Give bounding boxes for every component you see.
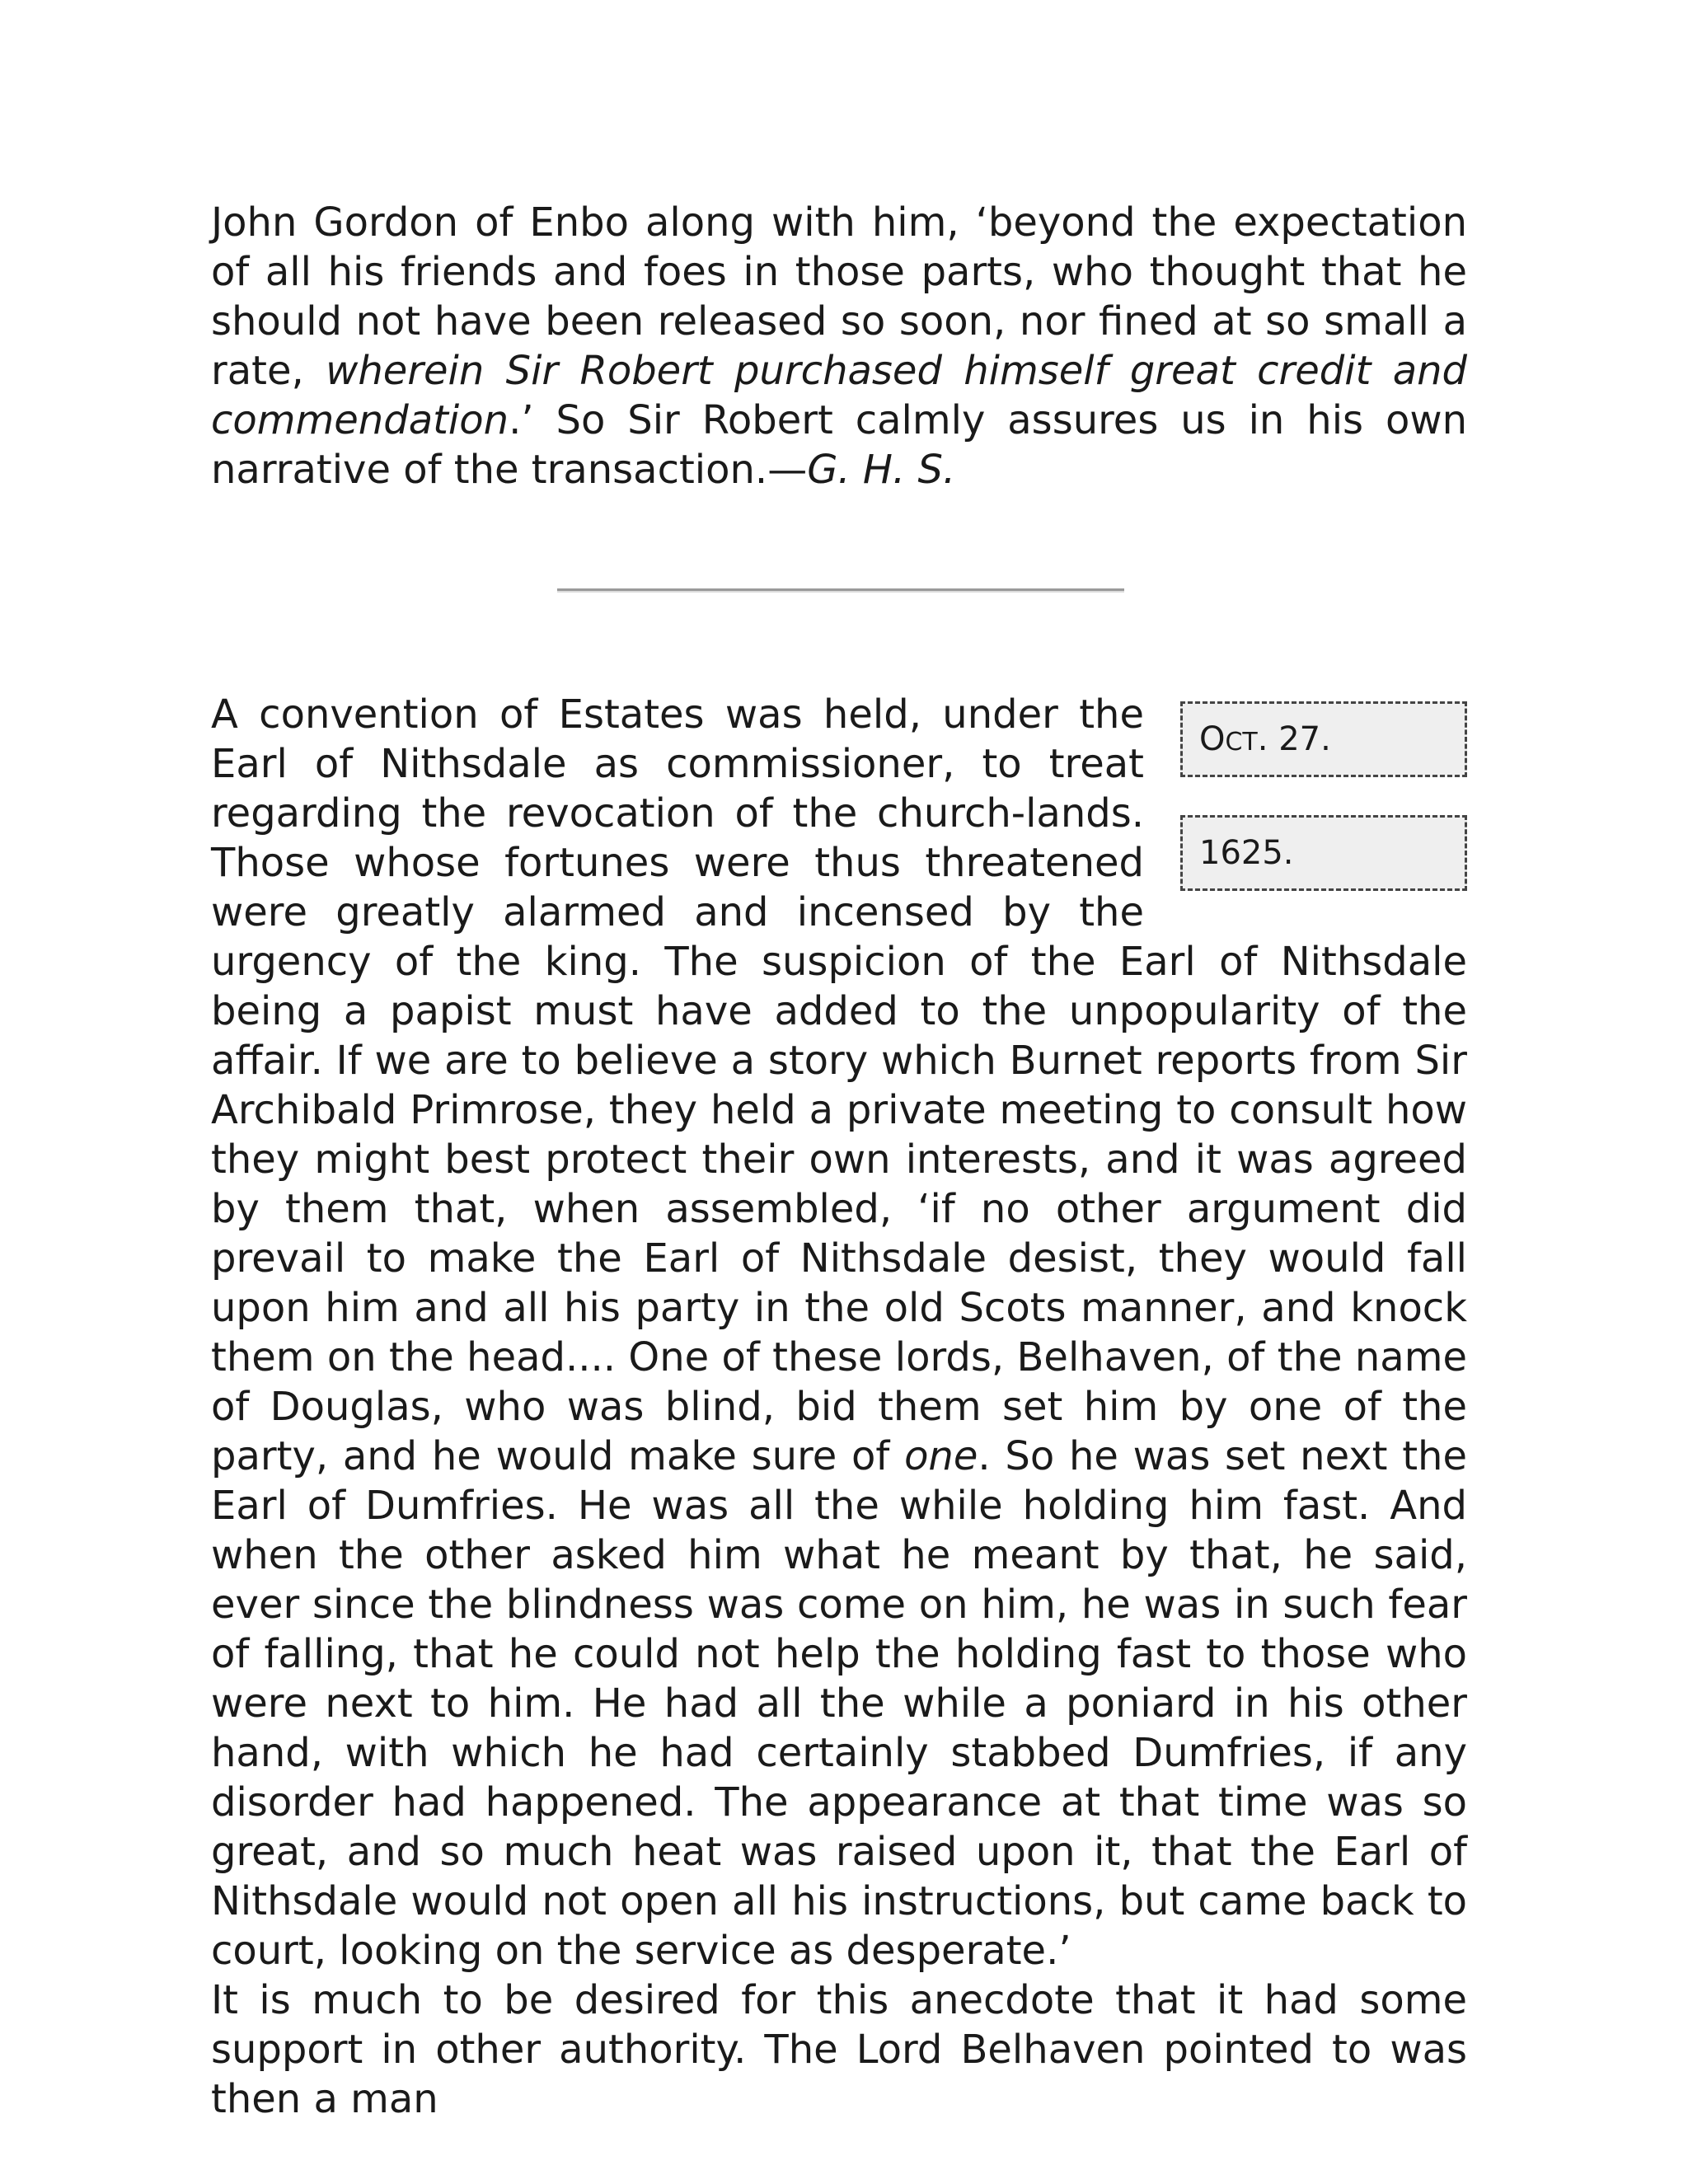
italic-one: one (904, 1433, 978, 1479)
paragraph-text: John Gordon of Enbo along with him, ‘beyond the expectation of all his friends and foes in those parts, who thought that he should not have been released so soon, nor fined at so small a rate, (211, 199, 1467, 394)
paragraph-anecdote (211, 1975, 1467, 2124)
section-convention (211, 690, 1467, 2124)
paragraph-text: . So he was set next the Earl of Dumfries. He was all the while holding him fast. And when the other asked him what he meant by that, he said, ever since the blindness was come on him, he was in such fear of falling, that he could not help the holding fast to those who were next to him. He had all the while a poniard in his other hand, with which he had certainly stabbed Dumfries, if any disorder had happened. The appearance at that time was so great, and so much heat was raised upon it, that the Earl of Nithsdale would not open all his instructions, but came back to court, looking on the service as desperate.’ (211, 1433, 1467, 1974)
sidenote-year: 1625. (1180, 815, 1467, 891)
paragraph-gordon-enbo (211, 198, 1467, 494)
italic-quote: wherein Sir Robert purchased himself great credit and commendation (211, 348, 1468, 443)
paragraph-text: A convention of Estates was held, under the Earl of Nithsdale as commissioner, to treat regarding the revocation of the church-lands. Those whose fortunes were thus threatened were greatly alarmed and incensed by the urgency of the king. The suspicion of the Earl of Nithsdale being a papist must have added to the unpopularity of the affair. If we are to believe a story which Burnet reports from Sir Archibald Primrose, they held a private meeting to consult how they might best protect their own interests, and it was agreed by them that, when assembled, ‘if no other argument did prevail to make the Earl of Nithsdale desist, they would fall upon him and all his party in the old Scots manner, and knock them on the head.... One of these lords, Belhaven, of the name of Douglas, who was blind, bid them set him by one of the party, and he would make sure of (211, 691, 1467, 1479)
section-divider (557, 588, 1124, 593)
margin-notes (1180, 701, 1467, 891)
paragraph-text: .’ So Sir Robert calmly assures us in his own narrative of the transaction.— (211, 397, 1467, 493)
paragraph-text: It is much to be desired for this anecdote that it had some support in other authority. The Lord Belhaven pointed to was then a man (211, 1977, 1467, 2122)
sidenote-date: OCT. 27. (1180, 701, 1467, 777)
author-initials: G. H. S. (807, 447, 956, 493)
document-page (211, 198, 1467, 2124)
